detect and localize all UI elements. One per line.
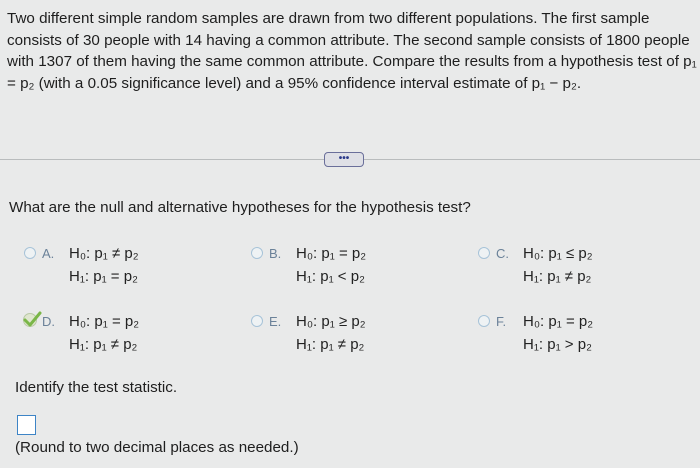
rounding-hint: (Round to two decimal places as needed.) xyxy=(15,439,299,456)
option-b-letter: B. xyxy=(269,246,282,261)
option-f-alt-hypothesis: H₁: p₁ > p₂ xyxy=(523,336,592,353)
option-e-alt-hypothesis: H₁: p₁ ≠ p₂ xyxy=(296,336,365,353)
test-statistic-prompt: Identify the test statistic. xyxy=(15,379,178,396)
option-e-radio[interactable] xyxy=(251,315,263,327)
option-c-alt-hypothesis: H₁: p₁ ≠ p₂ xyxy=(523,268,592,285)
option-f-radio[interactable] xyxy=(478,315,490,327)
question-text: What are the null and alternative hypotheses for the hypothesis test? xyxy=(9,199,471,216)
option-c-null-hypothesis: H₀: p₁ ≤ p₂ xyxy=(523,245,593,262)
option-b-radio[interactable] xyxy=(251,247,263,259)
option-a-letter: A. xyxy=(42,246,55,261)
option-f-null-hypothesis: H₀: p₁ = p₂ xyxy=(523,313,594,330)
option-d-alt-hypothesis: H₁: p₁ ≠ p₂ xyxy=(69,336,138,353)
option-c-radio[interactable] xyxy=(478,247,490,259)
test-statistic-input[interactable] xyxy=(17,415,36,435)
problem-statement: Two different simple random samples are drawn from two different populations. The first sample consists of 30 people with 14 having a common attribute. The second sample consists of 1800 people with 1307 of them having the same common attribute. Compare the results from a hypothesis test of p₁ = p₂ (with a 0.05 significance level) and a 95% confidence interval estimate of p₁ − p₂. xyxy=(7,10,697,92)
option-d-null-hypothesis: H₀: p₁ = p₂ xyxy=(69,313,140,330)
selected-check-icon[interactable] xyxy=(22,311,42,329)
option-b-alt-hypothesis: H₁: p₁ < p₂ xyxy=(296,268,365,285)
option-f-letter: F. xyxy=(496,314,507,329)
option-b-null-hypothesis: H₀: p₁ = p₂ xyxy=(296,245,367,262)
option-e-letter: E. xyxy=(269,314,282,329)
option-c-letter: C. xyxy=(496,246,509,261)
option-a-radio[interactable] xyxy=(24,247,36,259)
option-a-null-hypothesis: H₀: p₁ ≠ p₂ xyxy=(69,245,139,262)
more-button[interactable]: ••• xyxy=(324,152,364,167)
option-d-letter: D. xyxy=(42,314,55,329)
option-e-null-hypothesis: H₀: p₁ ≥ p₂ xyxy=(296,313,366,330)
option-a-alt-hypothesis: H₁: p₁ = p₂ xyxy=(69,268,138,285)
